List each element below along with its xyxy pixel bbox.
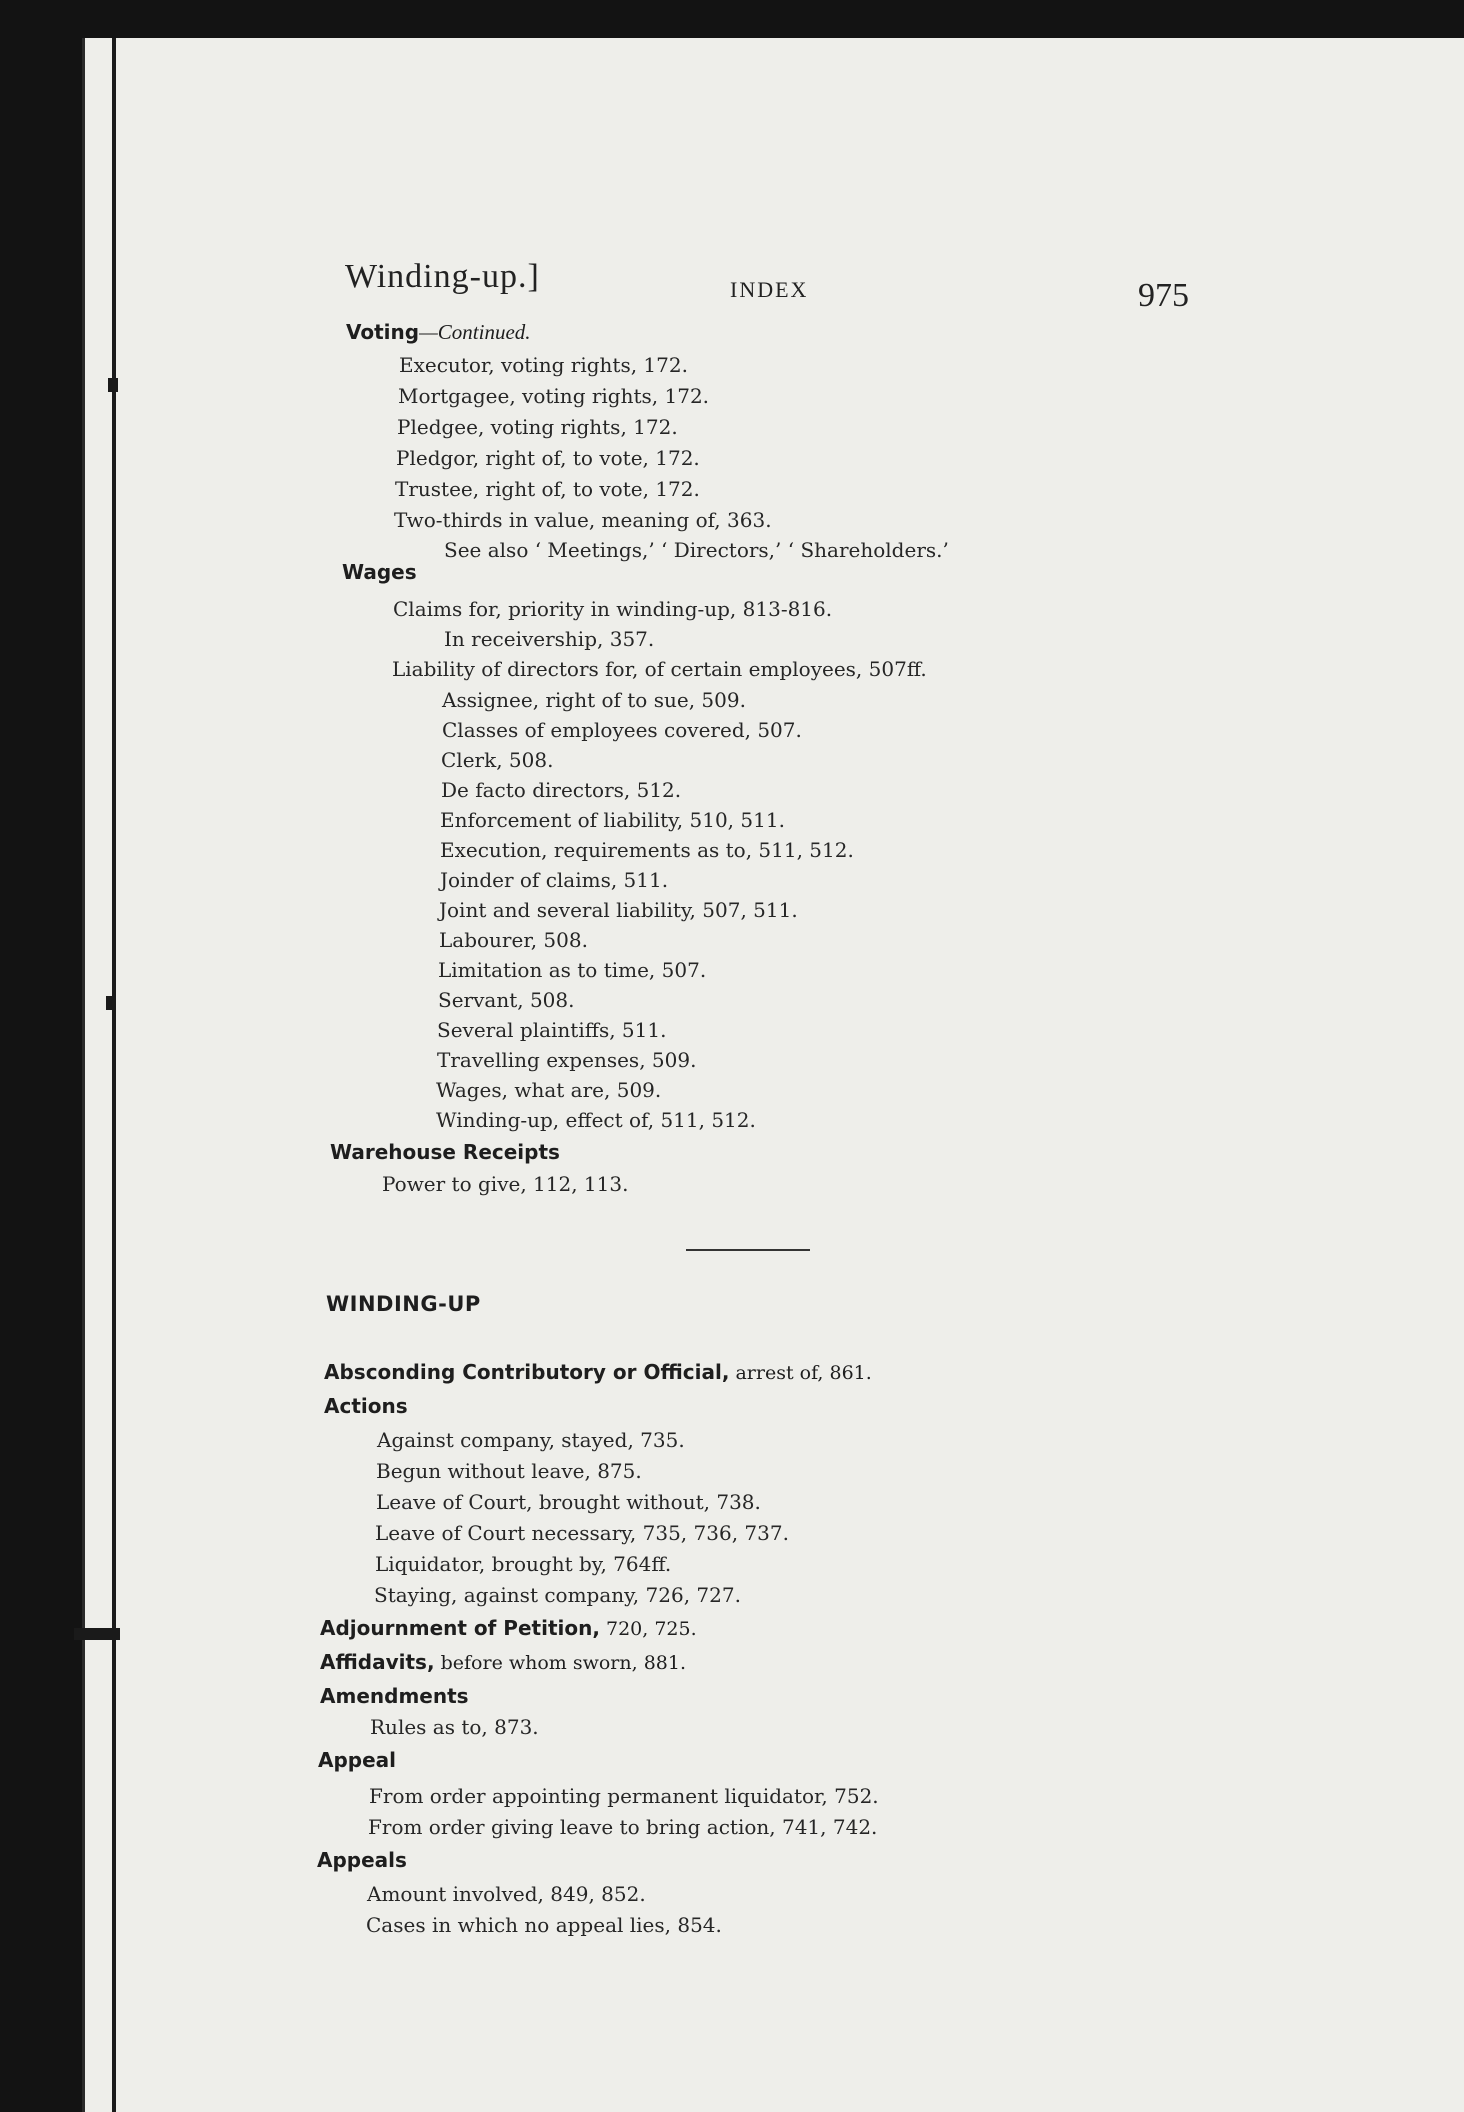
index-sub-entry: Winding-up, effect of, 511, 512.: [436, 1108, 756, 1132]
index-entry: Pledgor, right of, to vote, 172.: [396, 446, 700, 470]
see-also-entry: See also ‘ Meetings,’ ‘ Directors,’ ‘ Shareholders.’: [444, 538, 949, 562]
index-entry: In receivership, 357.: [444, 627, 655, 651]
index-entry: Pledgee, voting rights, 172.: [397, 415, 678, 439]
index-sub-entry: Classes of employees covered, 507.: [442, 718, 802, 742]
spine-mark: [74, 1628, 120, 1640]
index-entry: Rules as to, 873.: [370, 1715, 539, 1739]
index-sub-entry: Travelling expenses, 509.: [437, 1048, 697, 1072]
index-entry: Two-thirds in value, meaning of, 363.: [394, 508, 772, 532]
index-sub-entry: Labourer, 508.: [439, 928, 588, 952]
running-head: Winding-up.]: [345, 258, 540, 295]
index-entry: Liability of directors for, of certain employees, 507ff.: [392, 657, 927, 681]
index-entry: From order giving leave to bring action, 741, 742.: [368, 1815, 878, 1839]
index-entry: Leave of Court necessary, 735, 736, 737.: [375, 1521, 789, 1545]
book-spine: [112, 38, 116, 2112]
index-entry: From order appointing permanent liquidator, 752.: [369, 1784, 879, 1808]
index-sub-entry: Wages, what are, 509.: [436, 1078, 662, 1102]
index-entry: Liquidator, brought by, 764ff.: [375, 1552, 672, 1576]
index-label: INDEX: [730, 277, 809, 302]
index-entry: Executor, voting rights, 172.: [399, 353, 688, 377]
index-sub-entry: De facto directors, 512.: [441, 778, 682, 802]
index-entry: Amount involved, 849, 852.: [367, 1882, 646, 1906]
page-number: 975: [1138, 277, 1189, 314]
index-sub-entry: Clerk, 508.: [441, 748, 554, 772]
index-entry: Begun without leave, 875.: [376, 1459, 642, 1483]
index-entry: Staying, against company, 726, 727.: [374, 1583, 741, 1607]
index-sub-entry: Enforcement of liability, 510, 511.: [440, 808, 785, 832]
index-heading-appeal: Appeal: [318, 1748, 397, 1772]
index-entry: Cases in which no appeal lies, 854.: [366, 1913, 722, 1937]
index-heading-appeals: Appeals: [317, 1848, 407, 1872]
index-heading-adjournment: Adjournment of Petition, 720, 725.: [320, 1616, 697, 1640]
index-sub-entry: Servant, 508.: [438, 988, 575, 1012]
index-heading-amendments: Amendments: [320, 1684, 469, 1708]
index-sub-entry: Joinder of claims, 511.: [440, 868, 669, 892]
index-entry: Leave of Court, brought without, 738.: [376, 1490, 761, 1514]
index-heading-actions: Actions: [324, 1394, 408, 1418]
index-heading-affidavits: Affidavits, before whom sworn, 881.: [320, 1650, 686, 1674]
index-heading-wages: Wages: [342, 560, 417, 584]
index-entry: Claims for, priority in winding-up, 813-816.: [393, 597, 833, 621]
spine-mark: [108, 378, 118, 392]
index-entry: Trustee, right of, to vote, 172.: [395, 477, 700, 501]
section-title: WINDING-UP: [326, 1292, 481, 1316]
index-sub-entry: Limitation as to time, 507.: [438, 958, 707, 982]
index-sub-entry: Several plaintiffs, 511.: [437, 1018, 667, 1042]
index-sub-entry: Assignee, right of to sue, 509.: [442, 688, 746, 712]
index-entry: Mortgagee, voting rights, 172.: [398, 384, 710, 408]
spine-mark: [106, 996, 116, 1010]
index-entry: Power to give, 112, 113.: [382, 1172, 629, 1196]
index-heading-warehouse: Warehouse Receipts: [330, 1140, 560, 1164]
index-sub-entry: Joint and several liability, 507, 511.: [439, 898, 798, 922]
index-heading-absconding: Absconding Contributory or Official, arrest of, 861.: [324, 1360, 872, 1384]
section-divider: [686, 1249, 810, 1251]
index-heading-voting: Voting—Continued.: [346, 320, 531, 344]
index-entry: Against company, stayed, 735.: [377, 1428, 685, 1452]
index-sub-entry: Execution, requirements as to, 511, 512.: [440, 838, 854, 862]
